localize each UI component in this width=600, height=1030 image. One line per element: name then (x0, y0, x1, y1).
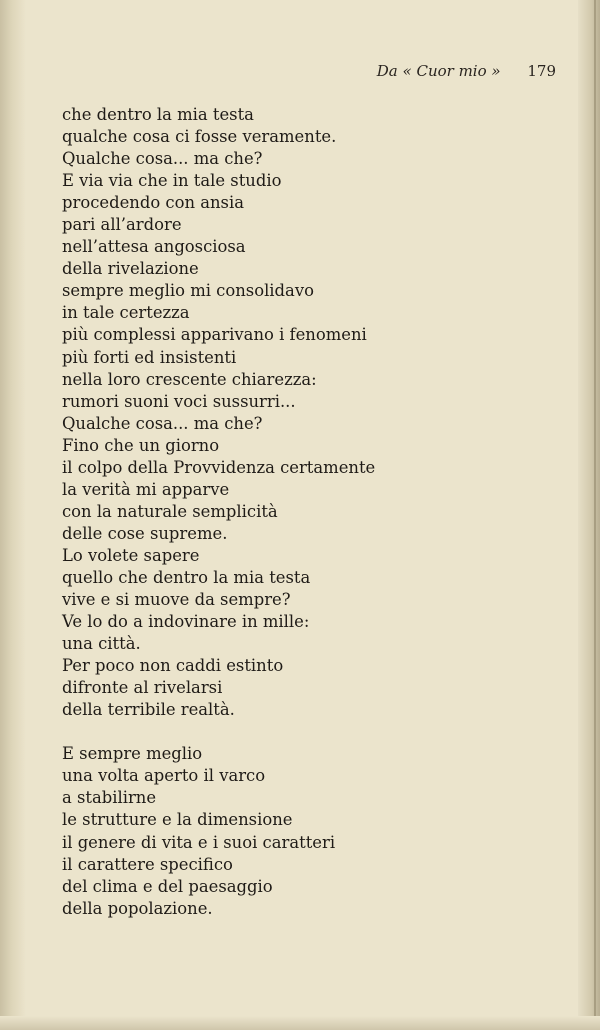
page-fore-edge (578, 0, 600, 1030)
page-bottom-edge (0, 1016, 600, 1030)
page-number: 179 (527, 62, 556, 80)
poem-line: le strutture e la dimensione (62, 810, 293, 830)
poem-line: della terribile realtà. (62, 700, 235, 720)
poem-line: della popolazione. (62, 898, 213, 918)
poem-line: il genere di vita e i suoi caratteri (62, 832, 336, 852)
poem-line: Qualche cosa... ma che? (62, 413, 263, 433)
poem-body (62, 104, 375, 920)
poem-line: delle cose supreme. (62, 523, 228, 543)
poem-line: Fino che un giorno (62, 435, 220, 455)
poem-line: E sempre meglio (62, 744, 203, 764)
poem-line: il colpo della Provvidenza certamente (62, 457, 376, 477)
poem-line: con la naturale semplicità (62, 501, 278, 521)
poem-line: che dentro la mia testa (62, 105, 254, 124)
poem-line: pari all’ardore (62, 215, 182, 235)
poem-line: Ve lo do a indovinare in mille: (62, 612, 310, 632)
poem-line: Per poco non caddi estinto (62, 656, 284, 676)
poem-line: quello che dentro la mia testa (62, 567, 311, 587)
poem-line: difronte al rivelarsi (62, 678, 223, 698)
poem-line: il carattere specifico (62, 854, 233, 874)
poem-line: rumori suoni voci sussurri... (62, 391, 296, 411)
poem-line: più forti ed insistenti (62, 347, 237, 367)
running-head (377, 62, 556, 80)
poem-line: vive e si muove da sempre? (62, 590, 291, 610)
stanza-break (62, 721, 375, 743)
spine-shadow (0, 0, 26, 1030)
poem-line: nella loro crescente chiarezza: (62, 369, 317, 389)
poem-line: più complessi apparivano i fenomeni (62, 325, 367, 345)
poem-line: una volta aperto il varco (62, 766, 266, 786)
poem-line: sempre meglio mi consolidavo (62, 281, 314, 301)
poem-line: Lo volete sapere (62, 545, 200, 565)
poem-line: della rivelazione (62, 259, 199, 279)
running-head-title: Da « Cuor mio » (376, 62, 501, 80)
poem-line: qualche cosa ci fosse veramente. (62, 127, 337, 147)
poem-line: procedendo con ansia (62, 193, 244, 213)
poem-line: nell’attesa angosciosa (62, 237, 246, 257)
stanza-1 (62, 104, 375, 721)
poem-line: a stabilirne (62, 788, 157, 808)
poem-line: in tale certezza (62, 303, 190, 323)
poem-line: la verità mi apparve (62, 479, 230, 499)
stanza-2 (62, 743, 375, 919)
poem-line: E via via che in tale studio (62, 171, 282, 191)
poem-line: Qualche cosa... ma che? (62, 149, 263, 169)
poem-line: una città. (62, 634, 141, 654)
poem-line: del clima e del paesaggio (62, 876, 273, 896)
